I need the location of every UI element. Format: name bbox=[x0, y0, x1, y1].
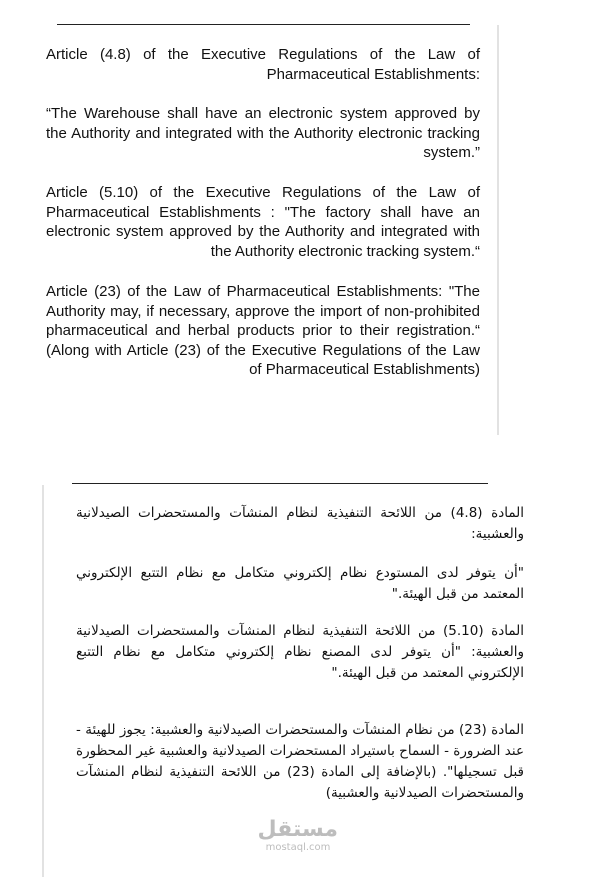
arabic-paragraph-2: "أن يتوفر لدى المستودع نظام إلكتروني متكامل مع نظام التتبع الإلكتروني المعتمد من قبل الهيئة." bbox=[76, 565, 524, 602]
mostaql-watermark bbox=[258, 818, 338, 854]
watermark-latin: mostaql.com bbox=[265, 842, 331, 853]
english-paragraph-1: Article (4.8) of the Executive Regulations of the Law of Pharmaceutical Establishments: bbox=[46, 46, 480, 83]
middle-divider bbox=[72, 483, 488, 484]
english-paragraph-2: “The Warehouse shall have an electronic system approved by the Authority and integrated with the Authority electronic tracking system.” bbox=[46, 105, 480, 162]
arabic-paragraph-1: المادة (4.8) من اللائحة التنفيذية لنظام المنشآت والمستحضرات الصيدلانية والعشبية: bbox=[76, 505, 524, 542]
arabic-paragraph-4: المادة (23) من نظام المنشآت والمستحضرات الصيدلانية والعشبية: يجوز للهيئة - عند الضرورة - السماح باستيراد المستحضرات الصيدلانية والعشبية غير المحظورة قبل تسجيلها". (بالإضافة إلى المادة (23) من اللائحة التنفيذية لنظام المنشآت والمستحضرات الصيدلانية والعشبية) bbox=[76, 722, 524, 801]
left-margin-line bbox=[42, 485, 44, 877]
right-margin-line bbox=[497, 25, 499, 435]
english-paragraph-4: Article (23) of the Law of Pharmaceutical Establishments: "The Authority may, if necessary, approve the import of non-prohibited pharmaceutical and herbal products prior to their registration.“ (Along with Article (23) of the Executive Regulations of the Law of Pharmaceutical Establishments) bbox=[46, 283, 480, 379]
arabic-paragraph-3: المادة (5.10) من اللائحة التنفيذية لنظام المنشآت والمستحضرات الصيدلانية والعشبية: "أن يتوفر لدى المصنع نظام إلكتروني متكامل مع نظام التتبع الإلكتروني المعتمد من قبل الهيئة." bbox=[76, 623, 524, 681]
english-paragraph-3: Article (5.10) of the Executive Regulations of the Law of Pharmaceutical Establishments : "The factory shall have an electronic system approved by the Authority and integrated with the Authority electronic tracking system.“ bbox=[46, 184, 480, 260]
watermark-arabic: مستقل bbox=[257, 817, 338, 842]
top-divider bbox=[57, 24, 470, 25]
